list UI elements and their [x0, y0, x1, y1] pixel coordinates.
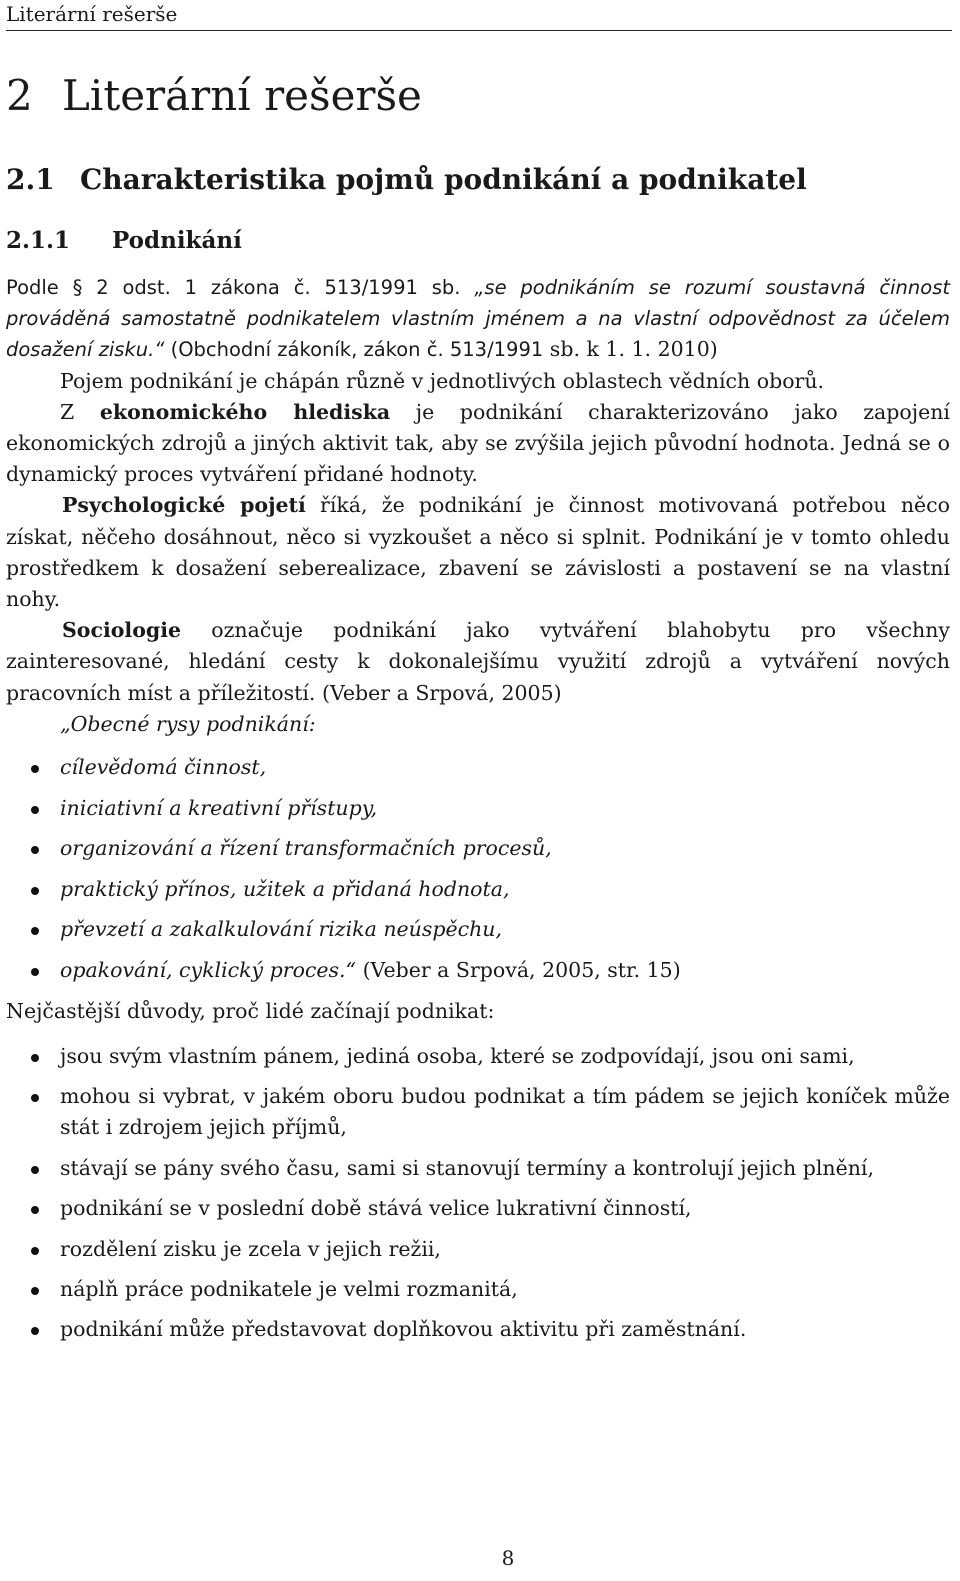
sociology-paragraph — [6, 615, 950, 709]
list-item: náplň práce podnikatele je velmi rozmanitá, — [6, 1274, 950, 1305]
economic-prefix: Z — [60, 399, 100, 424]
running-header: Literární rešerše — [6, 2, 178, 26]
psychological-term: Psychologické pojetí — [62, 493, 306, 518]
list-item: stávají se pány svého času, sami si stanovují termíny a kontrolují jejich plnění, — [6, 1153, 950, 1184]
psychological-paragraph — [6, 490, 950, 615]
chapter-heading — [6, 66, 422, 126]
header-divider — [6, 30, 952, 31]
section-title: Charakteristika pojmů podnikání a podnikatel — [80, 163, 807, 196]
features-citation: (Veber a Srpová, 2005, str. 15) — [356, 958, 681, 983]
list-item: praktický přínos, užitek a přidaná hodnota, — [6, 874, 950, 905]
list-item: organizování a řízení transformačních procesů, — [6, 833, 950, 864]
list-item: iniciativní a kreativní přístupy, — [6, 793, 950, 824]
law-lead: Podle § 2 odst. 1 zákona č. 513/1991 sb. — [6, 276, 475, 299]
section-heading — [6, 160, 807, 200]
list-item: podnikání může představovat doplňkovou aktivitu při zaměstnání. — [6, 1314, 950, 1345]
list-item: jsou svým vlastním pánem, jediná osoba, které se zodpovídají, jsou oni sami, — [6, 1041, 950, 1072]
section-number: 2.1 — [6, 163, 55, 196]
reasons-list — [6, 1041, 950, 1346]
subsection-heading — [6, 223, 242, 259]
sociology-term: Sociologie — [62, 618, 182, 643]
law-paragraph — [6, 272, 950, 366]
features-intro: „Obecné rysy podnikání: — [60, 711, 316, 736]
page-number: 8 — [501, 1546, 515, 1570]
list-item: převzetí a zakalkulování rizika neúspěchu, — [6, 914, 950, 945]
list-item: cílevědomá činnost, — [6, 752, 950, 783]
law-reference: (Obchodní zákoník, zákon č. 513/1991 — [164, 338, 544, 362]
list-item — [6, 955, 950, 986]
economic-text: je podnikání charakterizováno jako zapojení ekonomických zdrojů a jiných aktivit tak, aby se zvýšila jejich původní hodnota. Jedná se o dynamický proces vytváření přidané hodnoty. — [6, 399, 950, 487]
law-reference-end: sb. k 1. 1. 2010) — [543, 337, 718, 362]
sociology-text: označuje podnikání jako vytváření blahobytu pro všechny zainteresované, hledání cesty k dokonalejšímu využití zdrojů a vytváření nových pracovních míst a příležitostí. (Veber a Srpová, 2005) — [6, 618, 950, 705]
economic-term: ekonomického hlediska — [99, 399, 391, 424]
last-feature: opakování, cyklický proces.“ — [60, 958, 357, 983]
list-item: podnikání se v poslední době stává velice lukrativní činností, — [6, 1193, 950, 1224]
law-quote: „se podnikáním se rozumí soustavná činnost prováděná samostatně podnikatelem vlastním jménem a na vlastní odpovědnost za účelem dosažení zisku.“ — [6, 276, 950, 362]
psychological-text: říká, že podnikání je činnost motivovaná potřebou něco získat, něčeho dosáhnout, něco si vyzkoušet a něco si splnit. Podnikání je v tomto ohledu prostředkem k dosažení seberealizace, zbavení se závislosti a postavení se na vlastní nohy. — [6, 493, 950, 612]
list-item: rozdělení zisku je zcela v jejich režii, — [6, 1234, 950, 1265]
perception-paragraph: Pojem podnikání je chápán různě v jednotlivých oblastech vědních oborů. — [60, 368, 825, 393]
document-body — [6, 272, 950, 1355]
chapter-title: Literární rešerše — [62, 71, 422, 120]
chapter-number: 2 — [6, 71, 33, 120]
economic-paragraph — [6, 397, 950, 491]
reasons-intro: Nejčastější důvody, proč lidé začínají podnikat: — [6, 998, 495, 1023]
features-list — [6, 752, 950, 986]
subsection-number: 2.1.1 — [6, 227, 71, 254]
list-item: mohou si vybrat, v jakém oboru budou podnikat a tím pádem se jejich koníček může stát i zdrojem jejich příjmů, — [6, 1081, 950, 1143]
subsection-title: Podnikání — [112, 227, 242, 254]
